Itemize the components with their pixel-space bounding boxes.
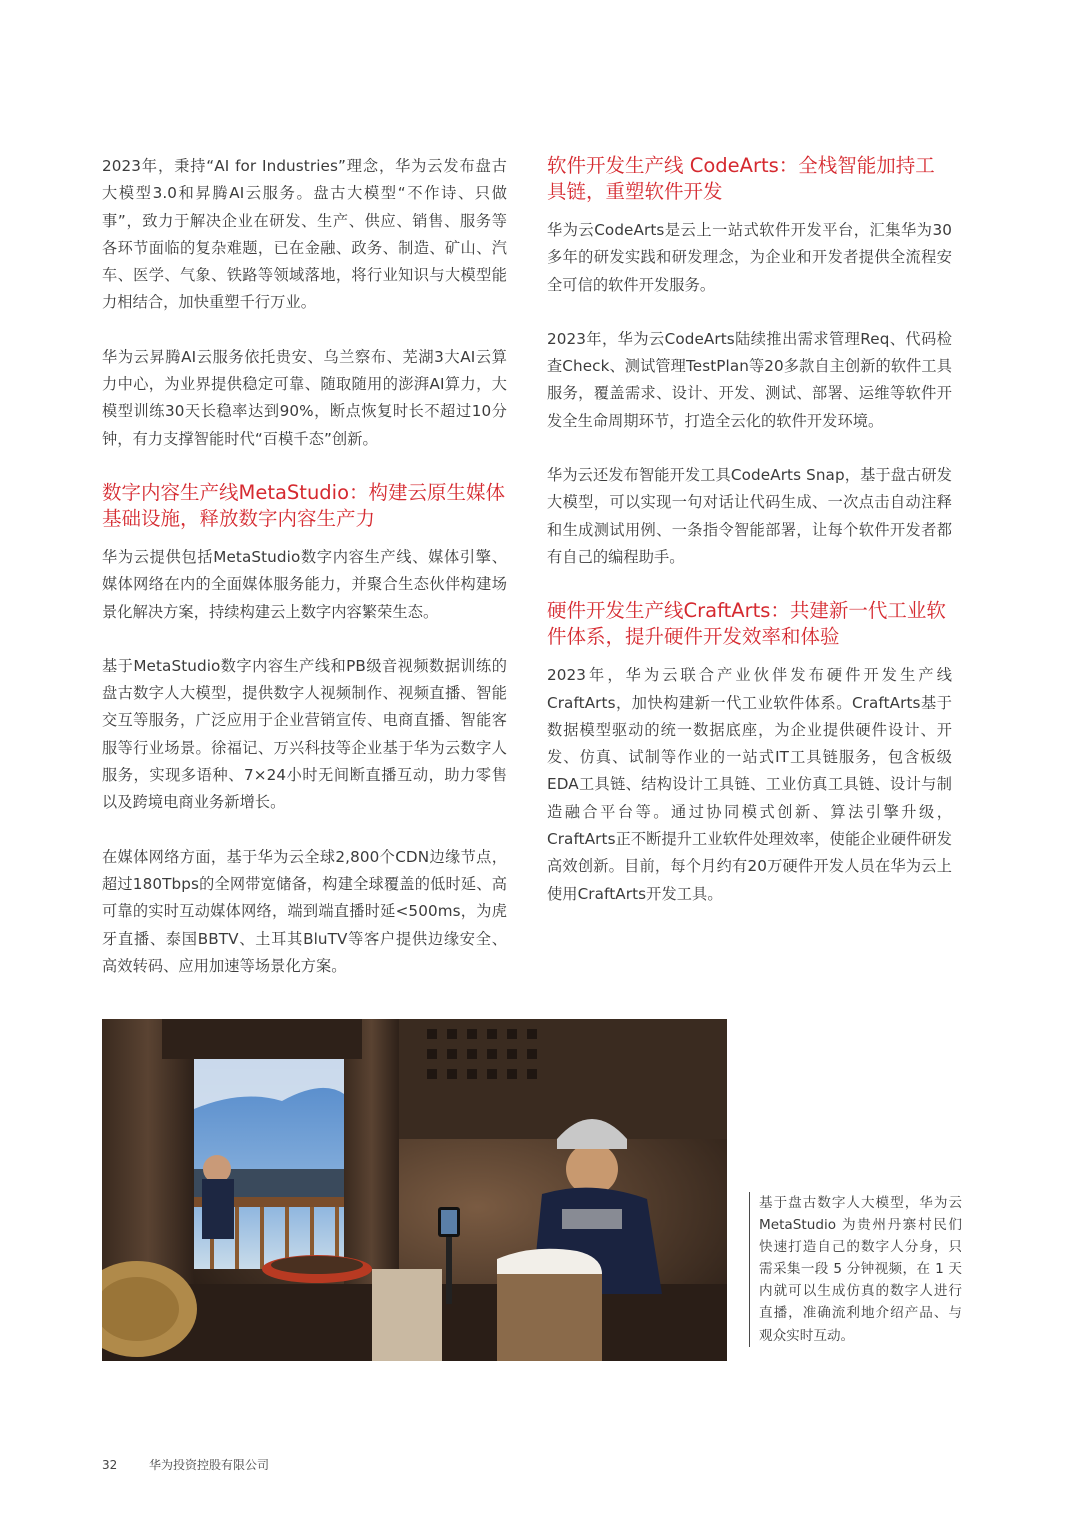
paragraph-codearts-snap: 华为云还发布智能开发工具CodeArts Snap，基于盘古研发大模型，可以实现一句对话让代码生成、一次点击自动注释和生成测试用例、一条指令智能部署，让每个软件开发者都有自己的编程助手。 bbox=[547, 466, 952, 566]
paragraph-craftarts: 2023年，华为云联合产业伙伴发布硬件开发生产线CraftArts，加快构建新一代工业软件体系。CraftArts基于数据模型驱动的统一数据底座，为企业提供硬件设计、开发、仿真、试制等作业的一站式IT工具链服务，包含板级EDA工具链、结构设计工具链、工业仿真工具链、设计与制造融合平台等。通过协同模式创新、算法引擎升级，CraftArts正不断提升工业软件处理效率，使能企业硬件研发高效创新。目前，每个月约有20万硬件开发人员在华为云上使用CraftArts开发工具。 bbox=[547, 666, 952, 903]
paragraph-codearts-tools: 2023年，华为云CodeArts陆续推出需求管理Req、代码检查Check、测试管理TestPlan等20多款自主创新的软件工具服务，覆盖需求、设计、开发、测试、部署、运维等软件开发全生命周期环节，打造全云化的软件开发环境。 bbox=[547, 329, 952, 430]
heading-metastudio: 数字内容生产线MetaStudio：构建云原生媒体基础设施，释放数字内容生产力 bbox=[102, 480, 506, 530]
photo-village-livestream bbox=[102, 1019, 727, 1361]
paragraph-metastudio-intro: 华为云提供包括MetaStudio数字内容生产线、媒体引擎、媒体网络在内的全面媒体服务能力，并聚合生态伙伴构建场景化解决方案，持续构建云上数字内容繁荣生态。 bbox=[102, 547, 507, 621]
paragraph-codearts-intro: 华为云CodeArts是云上一站式软件开发平台，汇集华为30多年的研发实践和研发理念，为企业和开发者提供全流程安全可信的软件开发服务。 bbox=[547, 221, 952, 294]
paragraph-pangu-intro: 2023年，秉持“AI for Industries”理念，华为云发布盘古大模型3.0和昇腾AI云服务。盘古大模型“不作诗、只做事”，致力于解决企业在研发、生产、供应、销售、服务等各环节面临的复杂难题，已在金融、政务、制造、矿山、汽车、医学、气象、铁路等领域落地，将行业知识与大模型能力相结合，加快重塑千行万业。 bbox=[102, 157, 507, 312]
paragraph-ascend-cloud: 华为云昇腾AI云服务依托贵安、乌兰察布、芜湖3大AI云算力中心，为业界提供稳定可靠、随取随用的澎湃AI算力，大模型训练30天长稳率达到90%，断点恢复时长不超过10分钟，有力支撑智能时代“百模千态”创新。 bbox=[102, 347, 507, 448]
heading-craftarts: 硬件开发生产线CraftArts：共建新一代工业软件体系，提升硬件开发效率和体验 bbox=[547, 599, 946, 649]
heading-codearts: 软件开发生产线 CodeArts：全栈智能加持工具链，重塑软件开发 bbox=[547, 154, 935, 203]
company-name: 华为投资控股有限公司 bbox=[149, 1458, 270, 1472]
paragraph-media-network: 在媒体网络方面，基于华为云全球2,800个CDN边缘节点，超过180Tbps的全网带宽储备，构建全球覆盖的低时延、高可靠的实时互动媒体网络，端到端直播时延<500ms，为虎牙直播、泰国BBTV、土耳其BluTV等客户提供边缘安全、高效转码、应用加速等场景化方案。 bbox=[102, 847, 507, 975]
page-number: 32 bbox=[102, 1458, 118, 1472]
right-column bbox=[547, 153, 952, 908]
page-footer bbox=[102, 1456, 269, 1473]
paragraph-digital-human: 基于MetaStudio数字内容生产线和PB级音视频数据训练的盘古数字人大模型，提供数字人视频制作、视频直播、智能交互等服务，广泛应用于企业营销宣传、电商直播、智能客服等行业场景。徐福记、万兴科技等企业基于华为云数字人服务，实现多语种、7×24小时无间断直播互动，助力零售以及跨境电商业务新增长。 bbox=[102, 656, 507, 812]
photo-caption: 基于盘古数字人大模型，华为云 MetaStudio 为贵州丹寨村民们快速打造自己的数字人分身，只需采集一段 5 分钟视频，在 1 天内就可以生成仿真的数字人进行直播，准确流利地介绍产品、与观众实时互动。 bbox=[749, 1192, 962, 1347]
left-column bbox=[102, 153, 507, 980]
